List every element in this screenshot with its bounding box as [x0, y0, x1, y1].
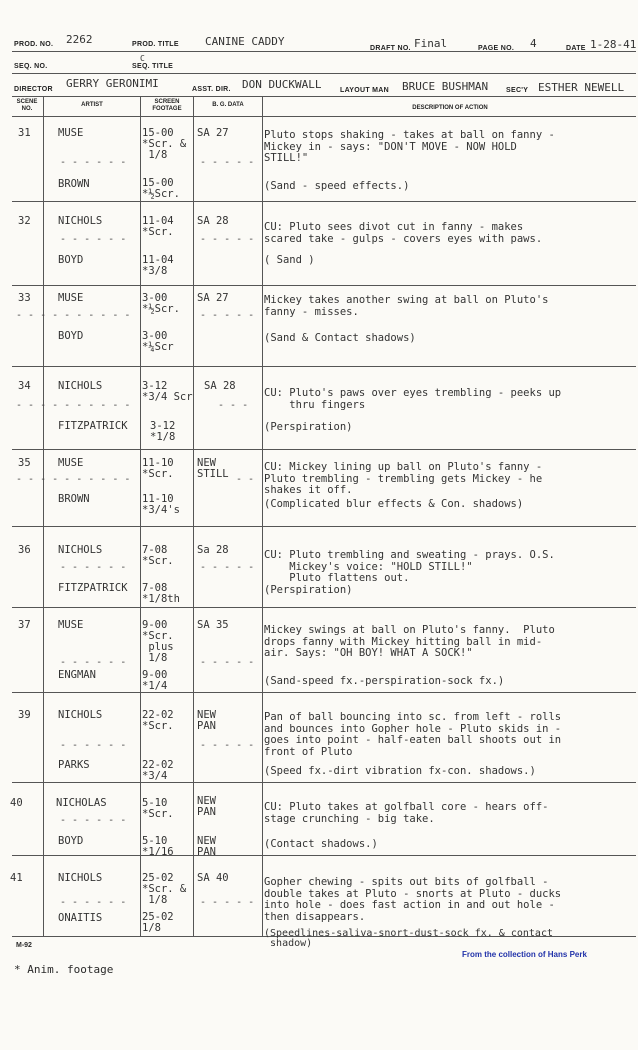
action-description: CU: Pluto sees divot cut in fanny - makes scared take - gulps - covers eyes with paws.	[264, 221, 543, 245]
prod-no-label: PROD. NO.	[14, 41, 54, 48]
bg-data-effects: NEW PAN	[197, 835, 216, 858]
footage-effects: 3-12 *1/8	[150, 420, 176, 443]
row-dash: - - - - -	[200, 740, 255, 751]
footage-animation: 3-00 *½Scr.	[142, 292, 180, 315]
footage-effects: 25-02 1/8	[142, 911, 174, 934]
artist-effects: ENGMAN	[58, 669, 96, 681]
bg-data: NEW PAN	[197, 795, 216, 818]
col-description: DESCRIPTION OF ACTION	[412, 105, 488, 111]
header-rule-2	[12, 73, 636, 74]
footage-animation: 5-10 *Scr.	[142, 797, 174, 820]
effects-description: (Sand & Contact shadows)	[264, 332, 416, 344]
seq-no-mark: C	[140, 54, 145, 63]
bg-data: SA 27	[197, 292, 229, 304]
action-description: CU: Pluto's paws over eyes trembling - peeks up thru fingers	[264, 387, 562, 411]
action-description: Pan of ball bouncing into sc. from left - rolls and bounces into Gopher hole - Pluto skids in - goes into point - half-eaten ball shoots out in front of Pluto	[264, 711, 562, 758]
col-divider	[43, 96, 44, 936]
action-description: Gopher chewing - spits out bits of golfball - double takes at Pluto - snorts at Pluto - ducks into hole - does fast action in and out hole - then disappears.	[264, 876, 562, 923]
row-dash: - - - - -	[200, 657, 255, 668]
prod-no: 2262	[66, 33, 93, 46]
artist-animator: MUSE	[58, 619, 84, 631]
footage-animation: 25-02 *Scr. & 1/8	[142, 872, 187, 906]
col-divider	[140, 96, 141, 936]
footage-effects: 9-00 *1/4	[142, 669, 168, 692]
row-rule	[12, 855, 636, 856]
header-rule-1	[12, 51, 636, 52]
effects-description: (Sand - speed effects.)	[264, 180, 410, 192]
artist-animator: NICHOLS	[58, 872, 103, 884]
page-no: 4	[530, 37, 537, 50]
footage-effects: 22-02 *3/4	[142, 759, 174, 782]
draft-no: Final	[414, 37, 448, 50]
footage-animation: 22-02 *Scr.	[142, 709, 174, 732]
scene-number: 39	[18, 709, 31, 721]
row-dash: - - - - -	[200, 234, 255, 245]
director-label: DIRECTOR	[14, 86, 53, 93]
row-rule	[12, 607, 636, 608]
row-dash: - - - - - -	[60, 740, 127, 751]
row-dash: - - - - - -	[60, 897, 127, 908]
row-dash: - - - - - - - - - -	[16, 400, 131, 411]
date: 1-28-41	[590, 38, 637, 51]
artist-effects: BOYD	[58, 835, 84, 847]
row-dash: - - - - - -	[60, 562, 127, 573]
row-rule	[12, 449, 636, 450]
prod-title: CANINE CADDY	[205, 35, 285, 48]
row-dash: - - - - - - - - - -	[16, 474, 131, 485]
row-rule	[12, 285, 636, 286]
artist-effects: FITZPATRICK	[58, 420, 128, 432]
footage-effects: 15-00 *½Scr.	[142, 177, 180, 200]
scene-number: 35	[18, 457, 31, 469]
artist-animator: NICHOLS	[58, 380, 103, 392]
row-dash: - - - - - -	[60, 815, 127, 826]
layout-man: BRUCE BUSHMAN	[402, 80, 489, 93]
artist-animator: MUSE	[58, 292, 84, 304]
footage-animation: 7-08 *Scr.	[142, 544, 174, 567]
effects-description: (Sand-speed fx.-perspiration-sock fx.)	[264, 675, 505, 687]
prod-title-label: PROD. TITLE	[132, 41, 179, 48]
artist-animator: NICHOLS	[58, 709, 103, 721]
row-dash: - - - - -	[200, 310, 255, 321]
artist-animator: MUSE	[58, 457, 84, 469]
row-rule	[12, 526, 636, 527]
scene-number: 37	[18, 619, 31, 631]
action-description: CU: Pluto trembling and sweating - prays. O.S. Mickey's voice: "HOLD STILL!" Pluto flattens out.	[264, 549, 555, 584]
footage-effects: 5-10 *1/16	[142, 835, 174, 858]
footage-effects: 11-10 *3/4's	[142, 493, 180, 516]
bg-data: SA 27	[197, 127, 229, 139]
action-description: Pluto stops shaking - takes at ball on fanny - Mickey in - says: "DON'T MOVE - NOW HOLD STILL!"	[264, 129, 555, 164]
column-header-rule	[12, 116, 636, 117]
action-description: CU: Pluto takes at golfball core - hears off- stage crunching - big take.	[264, 801, 549, 825]
scene-number: 40	[10, 797, 23, 809]
row-rule	[12, 201, 636, 202]
scene-number: 31	[18, 127, 31, 139]
effects-description: (Speed fx.-dirt vibration fx-con. shadows.)	[264, 765, 536, 777]
scene-number: 34	[18, 380, 31, 392]
footage-effects: 3-00 *¼Scr	[142, 330, 174, 353]
artist-animator: MUSE	[58, 127, 84, 139]
footage-effects: 7-08 *1/8th	[142, 582, 180, 605]
row-rule	[12, 366, 636, 367]
action-description: CU: Mickey lining up ball on Pluto's fanny - Pluto trembling - trembling gets Mickey - he shakes it off.	[264, 461, 543, 496]
artist-effects: BROWN	[58, 493, 90, 505]
artist-animator: NICHOLAS	[56, 797, 107, 809]
col-screen-footage: SCREEN FOOTAGE	[152, 99, 182, 112]
scene-number: 41	[10, 872, 23, 884]
effects-description: (Perspiration)	[264, 584, 353, 596]
row-rule	[12, 782, 636, 783]
page-no-label: PAGE NO.	[478, 45, 515, 52]
secy-label: SEC'Y	[506, 87, 529, 94]
form-number: M-92	[16, 942, 32, 949]
effects-description: (Speedlines-saliva-snort-dust-sock fx. & contact shadow)	[264, 928, 553, 949]
artist-animator: NICHOLS	[58, 215, 103, 227]
col-scene-no: SCENE NO.	[16, 99, 38, 112]
row-dash: - - - - -	[200, 562, 255, 573]
footage-animation: 11-10 *Scr.	[142, 457, 174, 480]
effects-description: (Complicated blur effects & Con. shadows)	[264, 498, 524, 510]
header-rule-3	[12, 96, 636, 97]
footage-effects: 11-04 *3/8	[142, 254, 174, 277]
bg-data: SA 28	[197, 215, 229, 227]
action-description: Mickey takes another swing at ball on Pluto's fanny - misses.	[264, 294, 549, 318]
artist-effects: PARKS	[58, 759, 90, 771]
seq-no-label: SEQ. NO.	[14, 63, 48, 70]
scene-number: 33	[18, 292, 31, 304]
date-label: DATE	[566, 45, 586, 52]
artist-animator: NICHOLS	[58, 544, 103, 556]
scene-number: 36	[18, 544, 31, 556]
footage-animation: 15-00 *Scr. & 1/8	[142, 127, 187, 161]
row-dash: - -	[236, 474, 255, 485]
artist-effects: ONAITIS	[58, 912, 103, 924]
draft-no-label: DRAFT NO.	[370, 45, 411, 52]
effects-description: (Perspiration)	[264, 421, 353, 433]
row-dash: - - -	[218, 400, 249, 411]
bg-data: SA 40	[197, 872, 229, 884]
effects-description: ( Sand )	[264, 254, 315, 266]
footage-animation: 11-04 *Scr.	[142, 215, 174, 238]
asst-dir: DON DUCKWALL	[242, 78, 322, 91]
effects-description: (Contact shadows.)	[264, 838, 378, 850]
footage-animation: 9-00 *Scr. plus 1/8	[142, 619, 174, 664]
col-divider	[262, 96, 263, 936]
secy: ESTHER NEWELL	[538, 81, 625, 94]
footnote: * Anim. footage	[14, 963, 114, 976]
bg-data: Sa 28	[197, 544, 229, 556]
bg-data: SA 28	[204, 380, 236, 392]
bg-data: NEW STILL	[197, 457, 229, 480]
row-dash: - - - - -	[200, 897, 255, 908]
artist-effects: FITZPATRICK	[58, 582, 128, 594]
row-rule	[12, 692, 636, 693]
director: GERRY GERONIMI	[66, 77, 159, 90]
artist-effects: BROWN	[58, 178, 90, 190]
col-divider	[193, 96, 194, 936]
bg-data: SA 35	[197, 619, 229, 631]
row-dash: - - - - - - - - - -	[16, 310, 131, 321]
artist-effects: BOYD	[58, 330, 84, 342]
artist-effects: BOYD	[58, 254, 84, 266]
row-dash: - - - - -	[200, 157, 255, 168]
layout-man-label: LAYOUT MAN	[340, 87, 390, 94]
action-description: Mickey swings at ball on Pluto's fanny. Pluto drops fanny with Mickey hitting ball in mid- air. Says: "OH BOY! WHAT A SOCK!"	[264, 624, 555, 659]
row-dash: - - - - - -	[60, 657, 127, 668]
row-dash: - - - - - -	[60, 157, 127, 168]
seq-title-label: SEQ. TITLE	[132, 63, 174, 70]
bg-data: NEW PAN	[197, 709, 216, 732]
col-artist: ARTIST	[81, 102, 103, 108]
scene-number: 32	[18, 215, 31, 227]
col-bg-data: B. G. DATA	[212, 102, 244, 108]
row-dash: - - - - - -	[60, 234, 127, 245]
collection-credit: From the collection of Hans Perk	[462, 950, 587, 959]
footage-animation: 3-12 *3/4 Scr	[142, 380, 193, 403]
asst-dir-label: ASST. DIR.	[192, 86, 231, 93]
